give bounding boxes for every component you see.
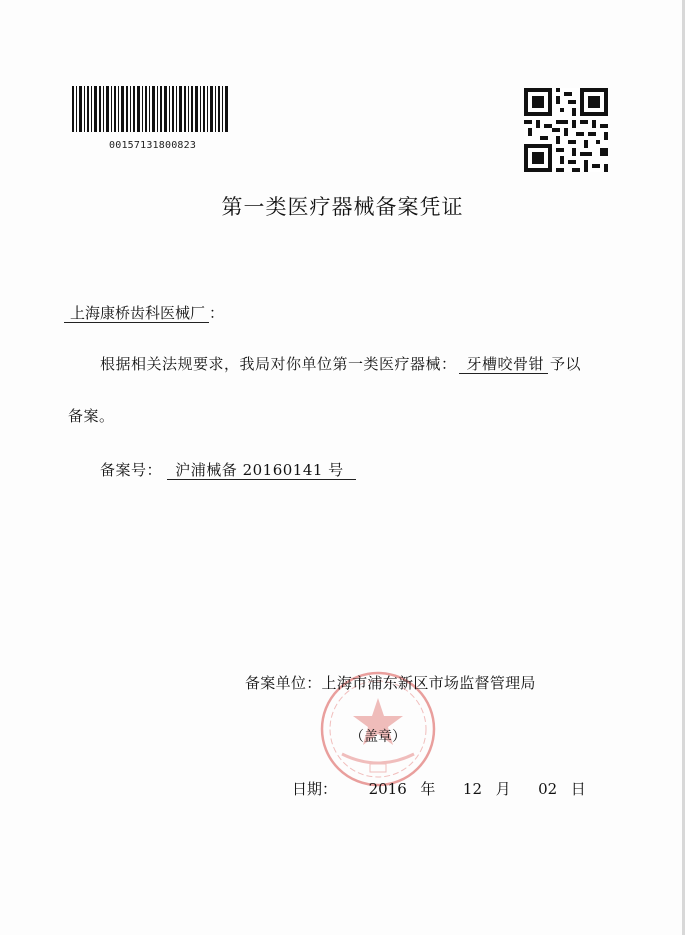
- date-label: 日期：: [292, 780, 338, 798]
- date-month-unit: 月: [495, 780, 511, 798]
- body-suffix: 予以: [550, 355, 582, 373]
- qr-code-icon: [524, 88, 608, 172]
- recipient-name: 上海康桥齿科医械厂: [64, 304, 209, 323]
- date-month: 12: [462, 780, 482, 798]
- record-label: 备案号：: [100, 461, 163, 479]
- date-day: 02: [538, 780, 558, 798]
- recipient-suffix: ：: [209, 304, 225, 322]
- device-name: 牙槽咬骨钳: [459, 355, 549, 374]
- date-line: [292, 778, 586, 799]
- body-prefix: 根据相关法规要求，我局对你单位第一类医疗器械：: [100, 355, 457, 373]
- date-year: 2016: [368, 780, 407, 798]
- stamp-label: （盖章）: [350, 729, 406, 745]
- body-line-2: 备案。: [68, 407, 115, 425]
- authority-line: [245, 672, 536, 693]
- barcode-number: 00157131800823: [109, 140, 197, 151]
- authority-name: 上海市浦东新区市场监督管理局: [321, 674, 536, 692]
- certificate-title: 第一类医疗器械备案凭证: [221, 195, 464, 219]
- barcode-icon: [72, 86, 230, 132]
- record-number: 沪浦械备 20160141 号: [167, 461, 355, 480]
- authority-label: 备案单位：: [245, 674, 322, 692]
- recipient-line: [64, 302, 224, 323]
- date-day-unit: 日: [570, 780, 586, 798]
- date-year-unit: 年: [420, 780, 436, 798]
- record-number-line: [100, 459, 356, 480]
- body-line-1: [100, 353, 581, 374]
